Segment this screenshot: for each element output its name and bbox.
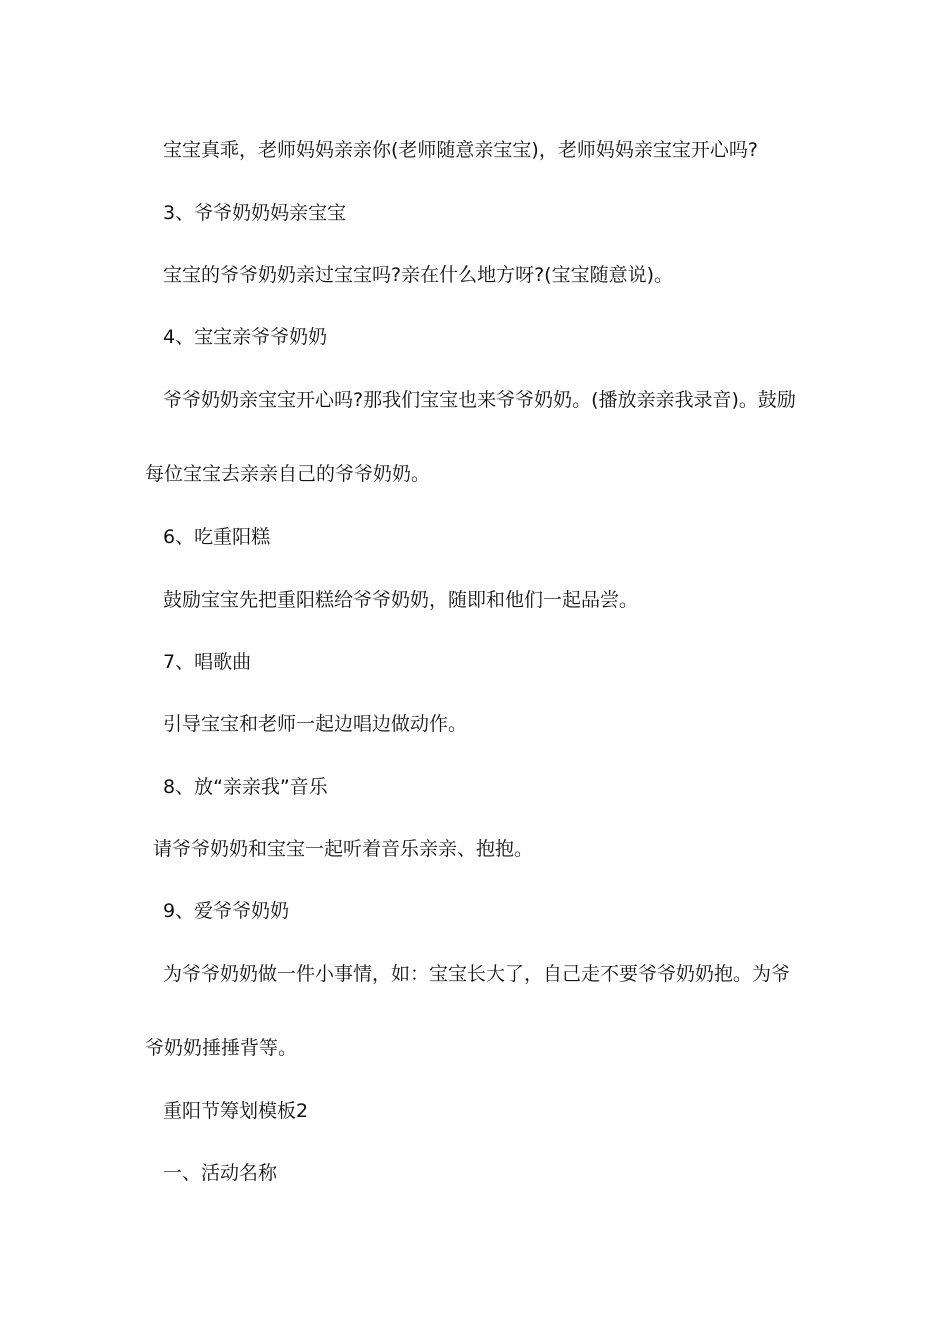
paragraph-line-grandparents-kissed: 宝宝的爷爷奶奶亲过宝宝吗?亲在什么地方呀?(宝宝随意说)。 [163,264,673,286]
paragraph-line-listen-music: 请爷爷奶奶和宝宝一起听着音乐亲亲、抱抱。 [153,838,534,860]
paragraph-line-play-recording: 爷爷奶奶亲宝宝开心吗?那我们宝宝也来爷爷奶奶。(播放亲亲我录音)。鼓励 [163,389,796,411]
paragraph-line-sing-and-act: 引导宝宝和老师一起边唱边做动作。 [163,713,468,735]
paragraph-line-kiss-by-teacher: 宝宝真乖，老师妈妈亲亲你(老师随意亲宝宝)，老师妈妈亲宝宝开心吗? [163,139,758,161]
step-heading-8: 8、放“亲亲我”音乐 [163,776,328,798]
paragraph-line-small-task: 为爷爷奶奶做一件小事情，如：宝宝长大了，自己走不要爷爷奶奶抱。为爷 [163,963,791,985]
section-title-template-2: 重阳节筹划模板2 [163,1100,309,1122]
step-heading-7: 7、唱歌曲 [163,651,252,673]
paragraph-line-chongyang-cake: 鼓励宝宝先把重阳糕给爷爷奶奶，随即和他们一起品尝。 [163,589,639,611]
paragraph-line-kiss-grandparents: 每位宝宝去亲亲自己的爷爷奶奶。 [145,463,431,485]
step-heading-9: 9、爱爷爷奶奶 [163,900,290,922]
paragraph-line-back-massage: 爷奶奶捶捶背等。 [145,1037,298,1059]
section-heading-activity-name: 一、活动名称 [163,1162,278,1184]
step-heading-4: 4、宝宝亲爷爷奶奶 [163,326,328,348]
step-heading-6: 6、吃重阳糕 [163,526,271,548]
step-heading-3: 3、爷爷奶奶妈亲宝宝 [163,202,347,224]
